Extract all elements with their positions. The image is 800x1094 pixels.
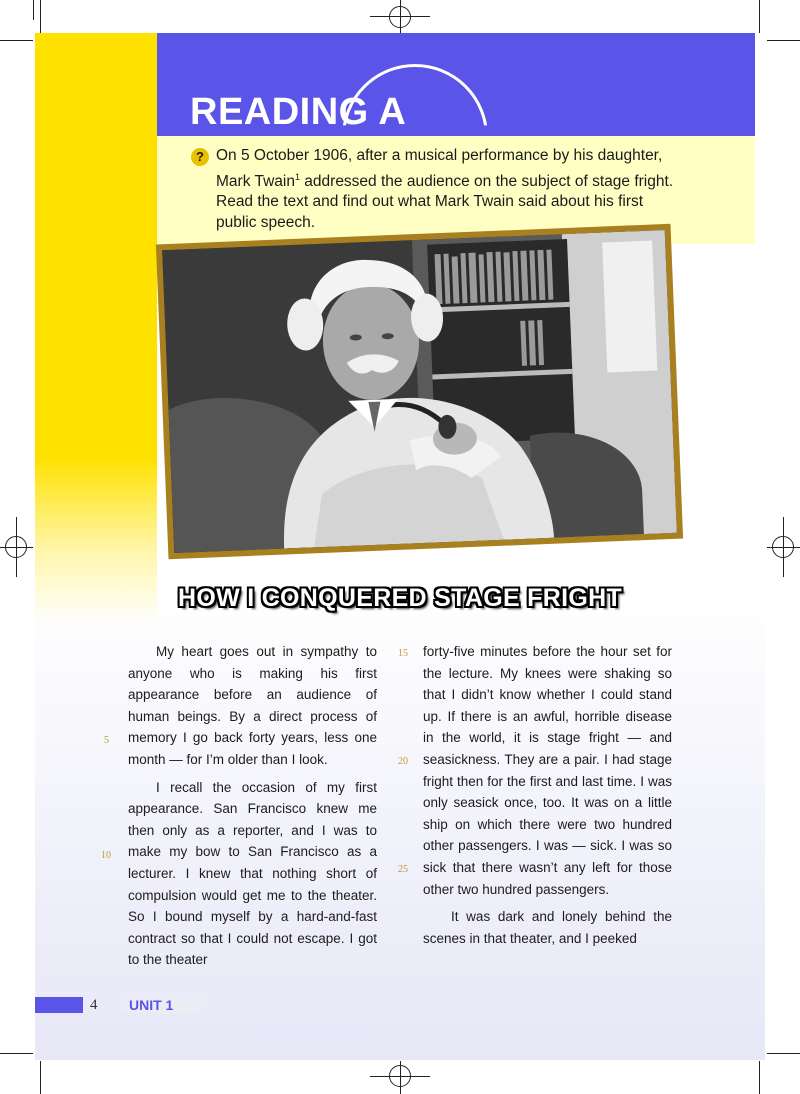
question-mark-icon: ? <box>191 148 209 166</box>
registration-target <box>772 536 794 558</box>
crop-mark <box>0 40 33 41</box>
line-number: 10 <box>101 850 111 861</box>
crop-mark <box>0 1053 33 1054</box>
crop-mark <box>40 1061 41 1094</box>
text-column-left <box>128 641 377 971</box>
intro-text: On 5 October 1906, after a musical performance by his daughter, Mark Twain$^1$ addressed the audience on the subject of stage fright. Read the text and find out what Mark Twain said about his first public speech. <box>216 147 674 231</box>
portrait-photo <box>162 230 677 553</box>
crop-mark <box>759 0 760 33</box>
footnote-marker: 1 <box>294 171 300 182</box>
paragraph: I recall the occasion of my first appearance. San Francisco knew me then only as a reporter, and I was to make my bow to San Francisco as a lecturer. I knew that nothing short of compulsion would get me to the theater. So I bound myself by a hard-and-fast contract so that I could not escape. I got to the theater <box>128 779 377 968</box>
crop-mark <box>759 1061 760 1094</box>
portrait-illustration <box>162 230 677 553</box>
crop-mark <box>767 40 800 41</box>
paragraph: forty-five minutes before the hour set for the lecture. My knees were shaking so that I didn’t know whether I could stand up. If there is an awful, horrible disease in the world, it is stage fright — and seasickness. They are a pair. I had stage fright then for the first and last time. I was only seasick once, too. It was on a little ship on which there were two hundred other passengers. I was — sick. I was so sick that there wasn’t any left for those other two hundred passengers. <box>423 644 672 897</box>
registration-target <box>389 6 411 28</box>
line-number: 5 <box>104 735 109 746</box>
registration-target <box>389 1065 411 1087</box>
line-number: 25 <box>398 864 408 875</box>
unit-label: UNIT 1 <box>129 997 174 1013</box>
registration-target <box>5 536 27 558</box>
paragraph: It was dark and lonely behind the scenes in that theater, and I peeked <box>423 909 672 946</box>
page-title: READING A <box>190 91 407 133</box>
line-number: 20 <box>398 756 408 767</box>
crop-mark <box>40 0 41 33</box>
story-title: HOW I CONQUERED STAGE FRIGHT <box>177 584 623 612</box>
photo-frame <box>156 224 683 559</box>
line-number: 15 <box>398 648 408 659</box>
paragraph: My heart goes out in sympathy to anyone who is making his first appearance before an audience of human beings. By a direct process of memory I go back forty years, less one month — for I’m older than I look. <box>128 644 377 767</box>
crop-mark <box>767 1053 800 1054</box>
page-number: 4 <box>90 997 98 1013</box>
footer-accent-bar <box>35 997 83 1013</box>
yellow-side-bar <box>35 33 157 623</box>
text-column-right <box>423 641 672 949</box>
crop-mark <box>33 0 34 20</box>
